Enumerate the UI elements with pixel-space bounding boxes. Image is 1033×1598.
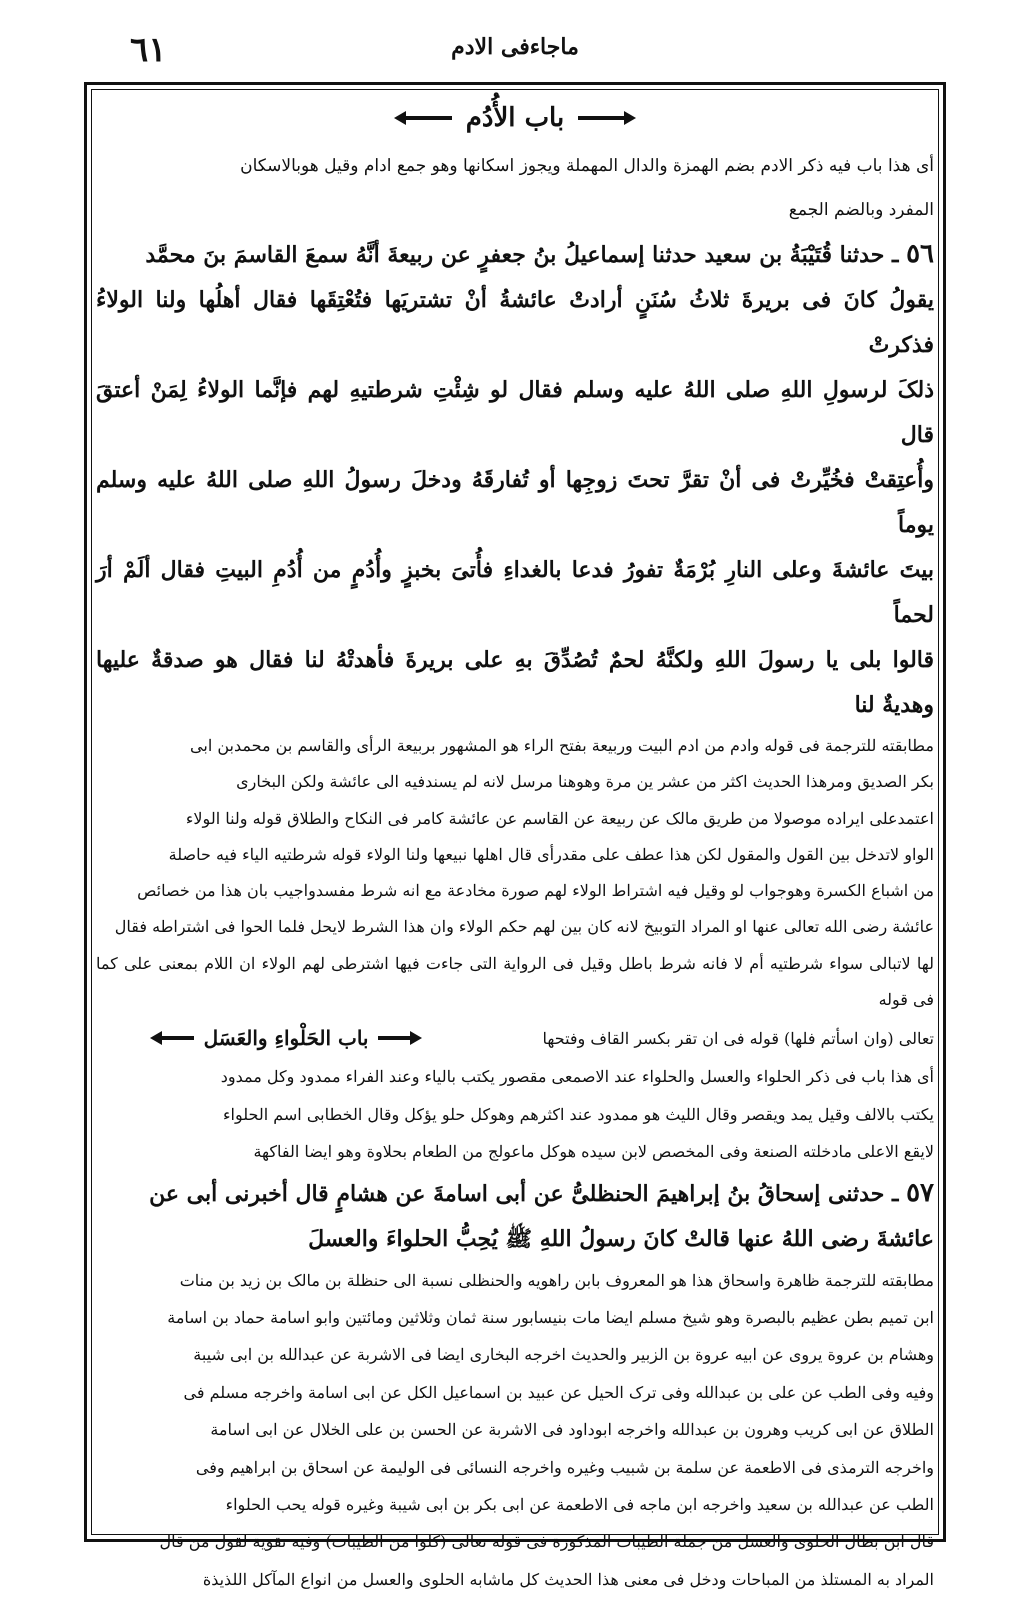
hadith-line: یقولُ کانَ فی بریرةَ ثلاثُ سُنَنٍ أرادتْ عائشةُ أنْ تشتریَها فتُعْتِقَها فقال أهلُها ولنا الولاءُ فذکرتْ (96, 287, 934, 358)
commentary-line: اعتمدعلی ایراده موصولا من طریق مالک عن ربیعة عن القاسم عن عائشة کامر فی النکاح والطلاق قوله ولنا الولاء (185, 808, 934, 828)
hadith-line: ٥٧ ـ حدثنی إسحاقُ بنُ إبراهیمَ الحنظلیُّ عن أبی اسامةَ عن هشامٍ قال أخبرنی أبی عن (149, 1177, 934, 1208)
intro-line: یکتب بالالف وقیل یمد ویقصر وقال اللیث هو ممدود عند اکثرهم وهوکل حلو یؤکل وقال الخطابی اسم الحلواء (222, 1104, 934, 1124)
hadith-56 (96, 232, 934, 728)
hadith-57 (96, 1171, 934, 1262)
commentary-line: مطابقته للترجمة فی قوله وادم من ادم البیت وربیعة بفتح الراء هو المشهور بربیعة الرأی والقاسم بن محمدبن ابی (190, 736, 934, 755)
intro-line: لایقع الاعلی مادخلته الصنعة وفی المخصص لابن سیده هوکل ماعولج من الطعام بحلاوة وهو ایضا الفاکهة (253, 1142, 934, 1162)
commentary-line: بکر الصدیق ومرهذا الحدیث اکثر من عشر ین مرة وهوهنا مرسل لانه لم یسندفیه الی عائشة ولکن البخاری (236, 772, 934, 792)
hadith-number: ٥٦ (906, 239, 934, 269)
commentary-56 (96, 728, 934, 1018)
commentary-line: عائشة رضی الله تعالی عنها او المراد التوبیخ لانه کان بین لهم حکم الولاء وان هذا الشرط لایحل فلما الحوا فی اشتراطه فقال (114, 917, 934, 937)
intro-line: أی هذا باب فی ذکر الحلواء والعسل والحلواء عند الاصمعی مقصور یکتب بالیاء وعند الفراء ممدود وکل ممدود (220, 1067, 934, 1087)
commentary-line: الطلاق عن ابی کریب وهرون بن عبدالله واخرجه ابوداود فی الاشربة عن الحسن بن علی الخلال عن ابی اسامة (210, 1420, 934, 1440)
ornament-left-icon (394, 111, 452, 125)
ornament-right-icon (378, 1031, 422, 1045)
closing-line: تعالی (وان اسأتم فلها) قوله فی ان تقر بکسر القاف وفتحها (542, 1028, 934, 1048)
commentary-line: مطابقته للترجمة ظاهرة واسحاق هذا هو المعروف بابن راهویه والحنظلی نسبة الی حنظلة بن مالک بن زید بن منات (179, 1270, 934, 1290)
hadith-line: ٥٦ ـ حدثنا قُتَیْبَةُ بن سعید حدثنا إسماعیلُ بنُ جعفرٍ عن ربیعةَ أنَّهُ سمعَ القاسمَ بنَ محمَّد (145, 239, 934, 269)
chapter-heading-text: باب الحَلْواءِ والعَسَل (203, 1026, 369, 1051)
commentary-line: من اشباع الکسرة وهوجواب لو وقیل فیه اشتراط الولاء لهم صورة مخادعة مع انه شرط مفسدواجیب بان هذا من خصائص (137, 881, 934, 901)
chapter-intro-2 (96, 1058, 934, 1170)
chapter-heading-row-2 (96, 1018, 934, 1058)
intro-line: أی هذا باب فیه ذکر الادم بضم الهمزة والدال المهملة ویجوز اسکانها وهو جمع ادام وقیل هوبالاسکان (240, 156, 934, 176)
page-content (96, 92, 934, 1589)
intro-line: المفرد وبالضم الجمع (788, 200, 934, 220)
commentary-line: واخرجه الترمذی فی الاطعمة عن سلمة بن شبیب وغیره واخرجه النسائی فی الولیمة عن اسحاق بن ابراهیم وفی (195, 1457, 934, 1477)
chapter-intro-1 (96, 144, 934, 232)
commentary-57 (96, 1262, 934, 1598)
chapter-heading-2 (150, 1026, 423, 1050)
hadith-line: قالوا بلی یا رسولَ اللهِ ولکنَّهُ لحمٌ تُصُدِّقَ بهِ علی بریرةَ فأهدتْهُ لنا فقال هو صدقةٌ علیها وهدیةٌ لنا (96, 647, 934, 718)
commentary-line: المراد به المستلذ من المباحات ودخل فی معنی هذا الحدیث کل ماشابه الحلوی والعسل من انواع المآکل اللذیذة (202, 1569, 934, 1589)
hadith-text: حدثنی إسحاقُ بنُ إبراهیمَ الحنظلیُّ عن أبی اسامةَ عن هشامٍ قال أخبرنی أبی عن (149, 1180, 885, 1207)
commentary-line: وفیه وفی الطب عن علی بن عبدالله وفی ترک الحیل عن عبید بن اسماعیل الکل عن ابی اسامة واخرجه مسلم فی (183, 1382, 934, 1402)
page-number: ٦١ (130, 30, 167, 70)
commentary-line: لها لاتبالی سواء شرطتیه أم لا فانه شرط باطل وقیل فی الروایة التی جاءت فیها اشترطی لهم الولاء ان اللام بمعنی علی کما فی قوله (96, 953, 934, 1010)
hadith-number: ٥٧ (906, 1177, 934, 1208)
chapter-heading-text: باب الأُدُم (465, 103, 565, 133)
hadith-line: ذلکَ لرسولِ اللهِ صلی اللهُ علیه وسلم فقال لو شِئْتِ شرطتیهِ لهم فإنَّما الولاءُ لِمَنْ أعتقَ قال (96, 377, 934, 448)
hadith-line: بیتَ عائشةَ وعلی النارِ بُرْمَةٌ تفورُ فدعا بالغداءِ فأُتیَ بخبزٍ وأُدُمٍ من أُدُمِ البیتِ فقال ألَمْ أرَ لحماً (96, 557, 934, 628)
commentary-line: قال ابن بطال الحلوی والعسل من جملة الطیبات المذکورة فی قوله تعالی (کلوا من الطیبات) وفیه تقویة لقول من قال (159, 1532, 934, 1552)
hadith-text: حدثنا قُتَیْبَةُ بن سعید حدثنا إسماعیلُ بنُ جعفرٍ عن ربیعةَ أنَّهُ سمعَ القاسمَ بنَ محمَّد (145, 242, 885, 268)
running-title: ماجاءفی الادم (451, 34, 579, 60)
ornament-right-icon (578, 111, 636, 125)
hadith-line: وأُعتِقتْ فخُیِّرتْ فی أنْ تقرَّ تحتَ زوجِها أو تُفارقَهُ ودخلَ رسولُ اللهِ صلی اللهُ علیه وسلم یوماً (96, 467, 934, 538)
running-header (90, 30, 940, 74)
commentary-line: ابن تمیم بطن عظیم بالبصرة وهو شیخ مسلم ایضا مات بنیسابور سنة ثمان وثلاثین ومائتین وابو اسامة حماد بن اسامة (167, 1308, 934, 1327)
hadith-line: عائشةَ رضی اللهُ عنها قالتْ کانَ رسولُ اللهِ ﷺ یُحِبُّ الحلواءَ والعسلَ (308, 1225, 934, 1252)
commentary-line: وهشام بن عروة یروی عن ابیه عروة بن الزبیر والحدیث اخرجه البخاری ایضا فی الاشربة عن عبدالله بن ابی شیبة (193, 1345, 934, 1365)
commentary-line: الواو لاتدخل بین القول والمقول لکن هذا عطف علی مقدرأی قال اهلها نبیعها ولنا الولاء قوله شرطتیه الیاء فیه حاصلة (168, 844, 934, 864)
commentary-line: الطب عن عبدالله بن سعید واخرجه ابن ماجه فی الاطعمة عن ابی بکر بن ابی شیبة وغیره قوله یحب الحلواء (225, 1495, 934, 1515)
chapter-heading-1 (96, 92, 934, 144)
ornament-left-icon (150, 1031, 194, 1045)
